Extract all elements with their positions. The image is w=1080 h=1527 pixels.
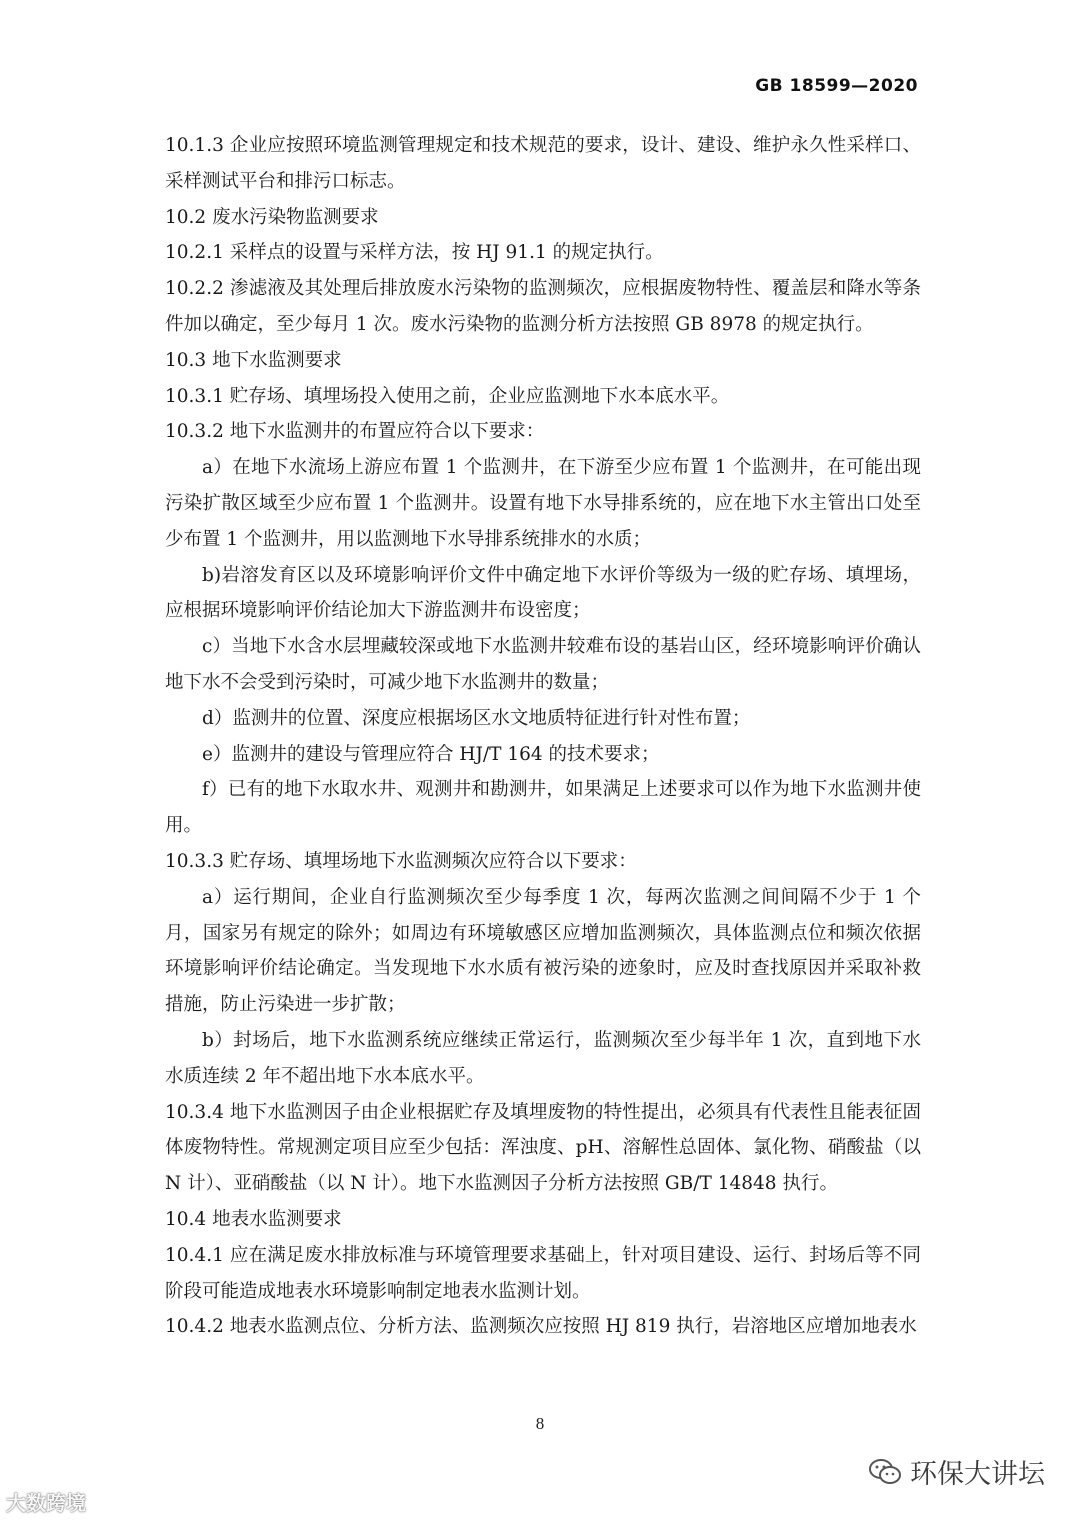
clause-10-4-2: 10.4.2 地表水监测点位、分析方法、监测频次应按照 HJ 819 执行，岩溶地区应增加地表水 <box>165 1316 917 1338</box>
clause-10-3-2-item-d: d）监测井的位置、深度应根据场区水文地质特征进行针对性布置； <box>202 707 751 729</box>
page-number: 8 <box>535 1414 545 1433</box>
wechat-icon <box>868 1457 902 1487</box>
clause-10-3-2-item-f: f）已有的地下水取水井、观测井和勘测井，如果满足上述要求可以作为地下水监测井使用。 <box>165 779 921 837</box>
clause-10-1-3: 10.1.3 企业应按照环境监测管理规定和技术规范的要求，设计、建设、维护永久性采样口、采样测试平台和排污口标志。 <box>165 135 921 192</box>
clause-10-3-2-item-a: a）在地下水流场上游应布置 1 个监测井，在下游至少应布置 1 个监测井，在可能出现污染扩散区域至少应布置 1 个监测井。设置有地下水导排系统的，应在地下水主管出口处至少布置 1 个监测井，用以监测地下水导排系统排水的水质； <box>165 457 921 550</box>
section-10-3-heading: 10.3 地下水监测要求 <box>165 349 342 371</box>
clause-10-4-1: 10.4.1 应在满足废水排放标准与环境管理要求基础上，针对项目建设、运行、封场后等不同阶段可能造成地表水环境影响制定地表水监测计划。 <box>165 1244 921 1302</box>
section-10-4-heading: 10.4 地表水监测要求 <box>165 1208 342 1230</box>
clause-10-3-3-item-b: b）封场后，地下水监测系统应继续正常运行，监测频次至少每半年 1 次，直到地下水水质连续 2 年不超出地下水本底水平。 <box>165 1029 921 1087</box>
watermark-right-text: 环保大讲坛 <box>910 1459 1045 1490</box>
clause-10-3-3: 10.3.3 贮存场、填埋场地下水监测频次应符合以下要求： <box>165 850 637 872</box>
watermark-right <box>868 1452 1045 1491</box>
clause-10-3-2: 10.3.2 地下水监测井的布置应符合以下要求： <box>165 421 545 443</box>
clause-10-2-1: 10.2.1 采样点的设置与采样方法，按 HJ 91.1 的规定执行。 <box>165 242 664 264</box>
clause-10-3-3-item-a: a）运行期间，企业自行监测频次至少每季度 1 次，每两次监测之间间隔不少于 1 个月，国家另有规定的除外；如周边有环境敏感区应增加监测频次，具体监测点位和频次依据环境影响评价结论确定。当发现地下水水质有被污染的迹象时，应及时查找原因并采取补救措施，防止污染进一步扩散； <box>165 886 921 1016</box>
clause-10-3-4: 10.3.4 地下水监测因子由企业根据贮存及填埋废物的特性提出，必须具有代表性且能表征固体废物特性。常规测定项目应至少包括：浑浊度、pH、溶解性总固体、氯化物、硝酸盐（以 N 计）、亚硝酸盐（以 N 计）。地下水监测因子分析方法按照 GB/T 14848 执行。 <box>165 1101 921 1195</box>
clause-10-3-1: 10.3.1 贮存场、填埋场投入使用之前，企业应监测地下水本底水平。 <box>165 385 730 407</box>
standard-code: GB 18599—2020 <box>755 76 918 96</box>
clause-10-3-2-item-e: e）监测井的建设与管理应符合 HJ/T 164 的技术要求； <box>202 743 660 765</box>
watermark-left <box>6 1487 86 1516</box>
section-10-2-heading: 10.2 废水污染物监测要求 <box>165 206 379 228</box>
watermark-left-text: 大数跨境 <box>6 1491 86 1515</box>
clause-10-3-2-item-b: b)岩溶发育区以及环境影响评价文件中确定地下水评价等级为一级的贮存场、填埋场，应根据环境影响评价结论加大下游监测井布设密度； <box>165 564 921 622</box>
clause-10-3-2-item-c: c）当地下水含水层埋藏较深或地下水监测井较难布设的基岩山区，经环境影响评价确认地下水不会受到污染时，可减少地下水监测井的数量； <box>165 636 921 693</box>
clause-10-2-2: 10.2.2 渗滤液及其处理后排放废水污染物的监测频次，应根据废物特性、覆盖层和降水等条件加以确定，至少每月 1 次。废水污染物的监测分析方法按照 GB 8978 的规定执行。 <box>165 278 921 335</box>
document-body <box>165 128 921 1345</box>
